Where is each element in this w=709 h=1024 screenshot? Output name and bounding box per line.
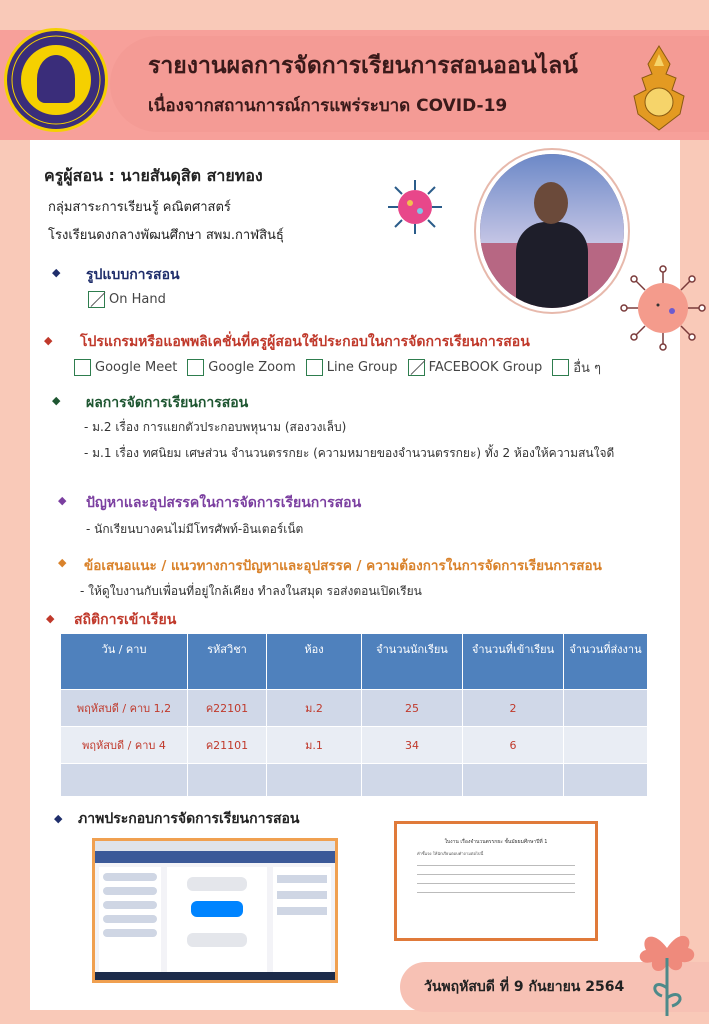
checkbox-checked[interactable] bbox=[408, 359, 425, 376]
school-logo bbox=[4, 28, 108, 132]
table-header-cell: จำนวนที่เข้าเรียน bbox=[463, 634, 564, 690]
problems-title: ปัญหาและอุปสรรคในการจัดการเรียนการสอน bbox=[86, 495, 362, 511]
table-header-row bbox=[61, 634, 648, 690]
teacher-school: โรงเรียนดงกลางพัฒนศึกษา สพม.กาฬสินธุ์ bbox=[48, 228, 284, 243]
diamond-bullet-icon: ◆ bbox=[52, 266, 61, 279]
table-cell bbox=[564, 690, 648, 727]
result-item-2: - ม.1 เรื่อง ทศนิยม เศษส่วน จำนวนตรรกยะ (ความหมายของจำนวนตรรกยะ) ทั้ง 2 ห้องให้ความสนใจดี bbox=[84, 446, 615, 460]
table-cell: ม.2 bbox=[267, 690, 362, 727]
table-row bbox=[61, 764, 648, 797]
app-option[interactable] bbox=[552, 357, 601, 378]
page-subtitle: เนื่องจากสถานการณ์การแพร่ระบาด COVID-19 bbox=[148, 96, 508, 116]
diamond-bullet-icon: ◆ bbox=[44, 334, 53, 347]
apps-checklist bbox=[74, 357, 601, 378]
table-cell bbox=[362, 764, 463, 797]
worksheet-image bbox=[394, 821, 598, 941]
table-header-cell: ห้อง bbox=[267, 634, 362, 690]
worksheet-line: คำชี้แจง ให้นักเรียนตอบคำถามต่อไปนี้ bbox=[417, 851, 484, 856]
facebook-group-screenshot bbox=[92, 838, 338, 983]
app-option-label: Google Zoom bbox=[208, 360, 296, 375]
app-option-label: Google Meet bbox=[95, 360, 178, 375]
ministry-emblem bbox=[626, 44, 692, 134]
table-cell: 34 bbox=[362, 727, 463, 764]
table-cell bbox=[188, 764, 267, 797]
mode-title: รูปแบบการสอน bbox=[86, 267, 180, 283]
table-cell: ม.1 bbox=[267, 727, 362, 764]
virus-icon bbox=[620, 265, 706, 351]
table-cell: ค21101 bbox=[188, 727, 267, 764]
worksheet-heading: ใบงาน เรื่องจำนวนตรรกยะ ชั้นมัธยมศึกษาปีที่ 1 bbox=[444, 839, 548, 845]
app-option-label: อื่น ๆ bbox=[573, 361, 602, 376]
table-header-cell: จำนวนนักเรียน bbox=[362, 634, 463, 690]
table-header-cell: รหัสวิชา bbox=[188, 634, 267, 690]
teacher-department: กลุ่มสาระการเรียนรู้ คณิตศาสตร์ bbox=[48, 200, 231, 215]
table-header-cell: จำนวนที่ส่งงาน bbox=[564, 634, 648, 690]
stats-title: สถิติการเข้าเรียน bbox=[74, 612, 177, 628]
diamond-bullet-icon: ◆ bbox=[46, 612, 55, 625]
table-header-cell: วัน / คาบ bbox=[61, 634, 188, 690]
checkbox[interactable] bbox=[74, 359, 91, 376]
diamond-bullet-icon: ◆ bbox=[58, 494, 67, 507]
table-cell bbox=[463, 764, 564, 797]
mode-option-label: On Hand bbox=[109, 292, 166, 307]
checkbox-checked[interactable] bbox=[88, 291, 105, 308]
diamond-bullet-icon: ◆ bbox=[52, 394, 61, 407]
diamond-bullet-icon: ◆ bbox=[58, 556, 67, 569]
table-cell bbox=[564, 727, 648, 764]
diamond-bullet-icon: ◆ bbox=[54, 812, 63, 825]
app-option[interactable] bbox=[408, 357, 543, 378]
school-logo-ring bbox=[4, 28, 108, 132]
table-row bbox=[61, 727, 648, 764]
table-cell: 2 bbox=[463, 690, 564, 727]
page-title: รายงานผลการจัดการเรียนการสอนออนไลน์ bbox=[148, 53, 578, 79]
app-option[interactable] bbox=[306, 357, 398, 378]
teacher-photo bbox=[476, 150, 628, 312]
checkbox[interactable] bbox=[306, 359, 323, 376]
table-row bbox=[61, 690, 648, 727]
app-option-label: FACEBOOK Group bbox=[428, 360, 543, 375]
table-cell: 6 bbox=[463, 727, 564, 764]
table-cell bbox=[564, 764, 648, 797]
suggestions-title: ข้อเสนอแนะ / แนวทางการปัญหาและอุปสรรค / ความต้องการในการจัดการเรียนการสอน bbox=[84, 558, 602, 574]
problems-item: - นักเรียนบางคนไม่มีโทรศัพท์-อินเตอร์เน็ต bbox=[86, 522, 304, 536]
table-cell: พฤหัสบดี / คาบ 4 bbox=[61, 727, 188, 764]
apps-title: โปรแกรมหรือแอพพลิเคชั่นที่ครูผู้สอนใช้ประกอบในการจัดการเรียนการสอน bbox=[80, 334, 530, 350]
table-cell: พฤหัสบดี / คาบ 1,2 bbox=[61, 690, 188, 727]
teacher-name: ครูผู้สอน : นายสันดุสิต สายทอง bbox=[44, 166, 263, 185]
virus-icon bbox=[386, 178, 444, 236]
table-cell: ค22101 bbox=[188, 690, 267, 727]
mode-option-on-hand[interactable] bbox=[88, 291, 166, 308]
result-item-1: - ม.2 เรื่อง การแยกตัวประกอบพหุนาม (สองวงเล็บ) bbox=[84, 420, 347, 434]
app-option-label: Line Group bbox=[326, 360, 398, 375]
attendance-table bbox=[60, 633, 648, 797]
checkbox[interactable] bbox=[187, 359, 204, 376]
app-option[interactable] bbox=[187, 357, 295, 378]
results-title: ผลการจัดการเรียนการสอน bbox=[86, 395, 249, 411]
images-title: ภาพประกอบการจัดการเรียนการสอน bbox=[78, 811, 300, 827]
flower-decoration bbox=[632, 918, 702, 1018]
table-cell: 25 bbox=[362, 690, 463, 727]
suggestions-item: - ให้ดูใบงานกับเพื่อนที่อยู่ใกล้เคียง ทำลงในสมุด รอส่งตอนเปิดเรียน bbox=[80, 584, 422, 598]
checkbox[interactable] bbox=[552, 359, 569, 376]
report-date: วันพฤหัสบดี ที่ 9 กันยายน 2564 bbox=[424, 979, 625, 995]
table-cell bbox=[61, 764, 188, 797]
table-cell bbox=[267, 764, 362, 797]
app-option[interactable] bbox=[74, 357, 177, 378]
